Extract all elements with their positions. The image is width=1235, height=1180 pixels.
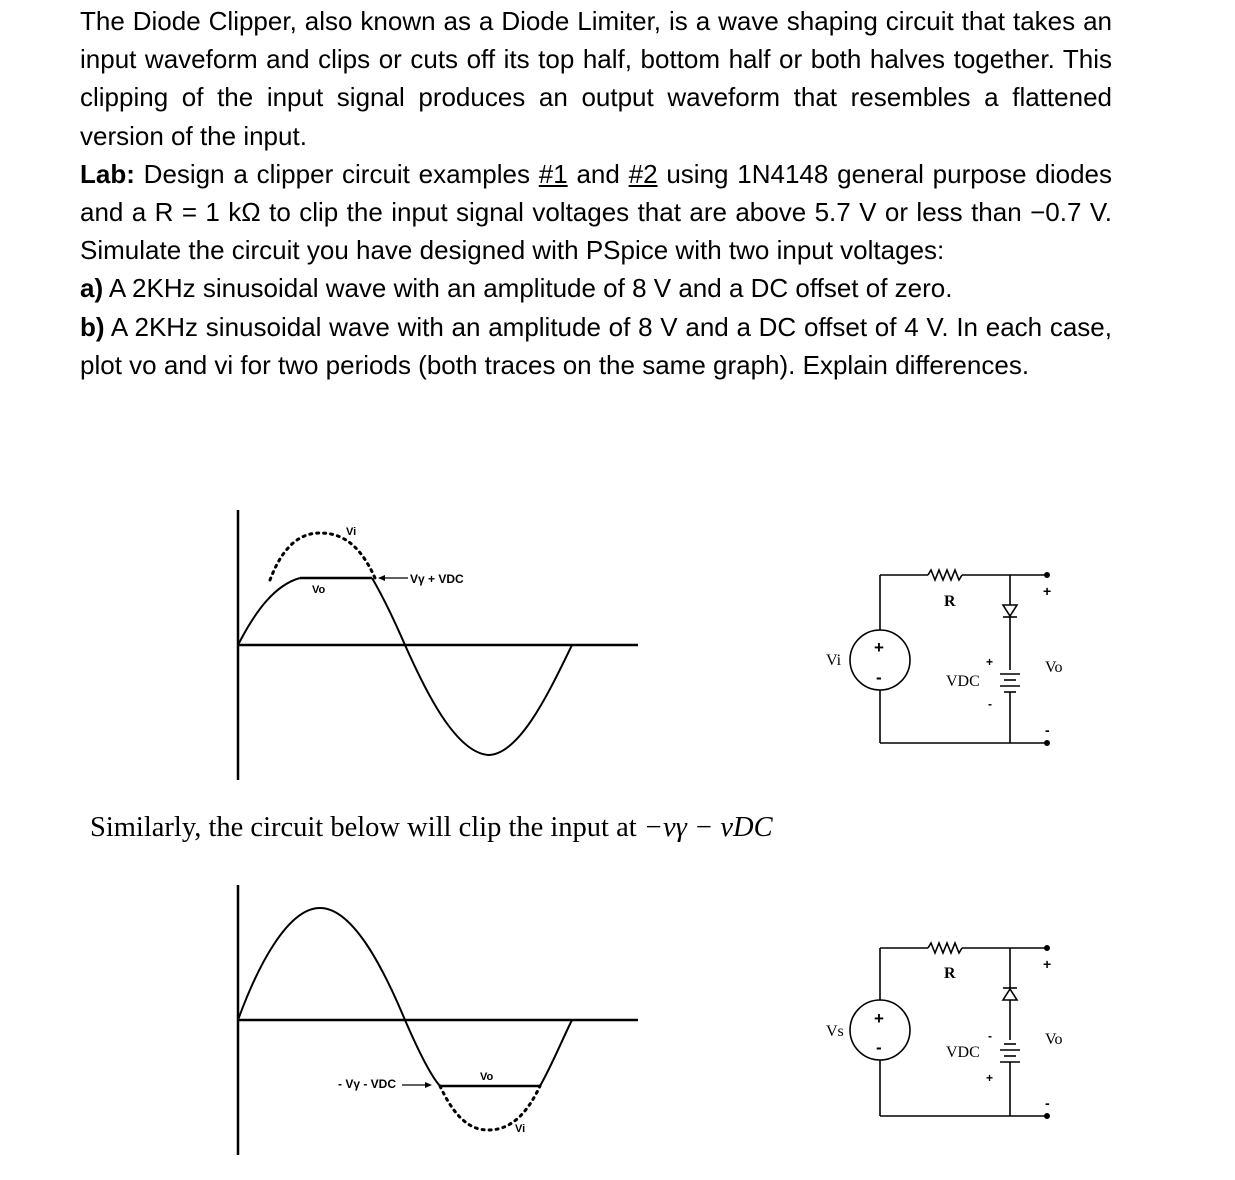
- fig1-output-label: Vo: [1045, 659, 1063, 676]
- fig2-battery-plus: +: [986, 1071, 994, 1085]
- fig1-source-label: Vi: [826, 652, 842, 669]
- fig1-output-plus: +: [1043, 583, 1052, 599]
- fig2-output-minus: -: [1045, 1095, 1050, 1111]
- caption-math: −vγ − vDC: [643, 812, 773, 843]
- fig2-vo-fall: [238, 908, 440, 1086]
- lab-text-b: using 1N4148 general purpose diodes and a R = 1 kΩ to clip the input signal voltages that are above 5.7 V or less than −0.7 V. Simulate the circuit you have designed with PSpice with two input voltages:: [80, 158, 1113, 266]
- fig2-vo-rise: [540, 1020, 572, 1086]
- fig1-vo-fall: [372, 578, 572, 755]
- figure1-waveform: [238, 510, 638, 780]
- fig1-vi-dotted: [270, 533, 375, 580]
- fig2-dc-label: VDC: [946, 1044, 980, 1061]
- fig2-terminal-bottom: [1044, 1113, 1050, 1119]
- fig1-dc-label: VDC: [946, 673, 980, 690]
- fig2-vi-label: Vi: [515, 1123, 526, 1135]
- figure2-circuit-labels: [826, 945, 1063, 1119]
- fig1-terminal-top: [1044, 572, 1050, 578]
- figure1-circuit-labels: [826, 572, 1063, 746]
- fig2-resistor: [928, 943, 962, 953]
- fig1-vo-rise: [238, 578, 300, 645]
- fig1-output-minus: -: [1045, 722, 1050, 738]
- fig1-terminal-bottom: [1044, 740, 1050, 746]
- fig2-source-label: Vs: [826, 1023, 844, 1040]
- fig2-vo-label: Vo: [480, 1071, 494, 1083]
- fig1-vo-label: Vo: [312, 584, 326, 596]
- caption-text: Similarly, the circuit below will clip the input at: [90, 812, 644, 843]
- fig1-resistor: [928, 570, 962, 580]
- fig2-source-plus: +: [874, 1009, 884, 1028]
- fig1-battery-plus: +: [986, 655, 994, 669]
- intro-paragraph: The Diode Clipper, also known as a Diode Limiter, is a wave shaping circuit that takes an input waveform and clips or cuts off its top half, bottom half or both halves together. This clipping of the input signal produces an output waveform that resembles a flattened version of the input.: [80, 6, 1112, 151]
- lab-label: Lab:: [80, 158, 135, 189]
- fig1-clip-label: Vγ + VDC: [410, 572, 464, 586]
- fig1-source-minus: -: [876, 668, 882, 687]
- fig2-clip-label: - Vγ - VDC: [338, 1077, 397, 1091]
- item-a-label: a): [80, 273, 104, 304]
- fig1-resistor-label: R: [944, 593, 956, 610]
- example-1-link: #1: [538, 158, 568, 189]
- item-a-text: A 2KHz sinusoidal wave with an amplitude of 8 V and a DC offset of zero.: [103, 273, 953, 304]
- fig1-source-plus: +: [874, 638, 884, 657]
- fig1-clip-arrowhead: [378, 575, 385, 581]
- fig2-clip-arrowhead: [425, 1082, 432, 1088]
- fig1-diode: [1003, 605, 1017, 616]
- fig1-vi-label: Vi: [346, 526, 357, 538]
- fig2-source-minus: -: [876, 1038, 882, 1057]
- fig2-resistor-label: R: [944, 965, 956, 982]
- item-b-label: b): [80, 311, 105, 342]
- lab-and: and: [567, 158, 629, 189]
- item-b-text: A 2KHz sinusoidal wave with an amplitude of 8 V and a DC offset of 4 V. In each case, plot vo and vi for two periods (both traces on the same graph). Explain differences.: [80, 311, 1112, 380]
- fig2-battery-minus: -: [988, 1029, 992, 1043]
- example-2-link: #2: [628, 158, 658, 189]
- fig2-output-plus: +: [1043, 956, 1052, 972]
- figure2-waveform: [238, 885, 638, 1155]
- fig2-output-label: Vo: [1045, 1031, 1063, 1048]
- fig2-terminal-top: [1044, 945, 1050, 951]
- lab-text-a: Design a clipper circuit examples: [134, 158, 539, 189]
- fig2-diode: [1003, 989, 1017, 1000]
- fig1-battery-minus: -: [988, 697, 992, 711]
